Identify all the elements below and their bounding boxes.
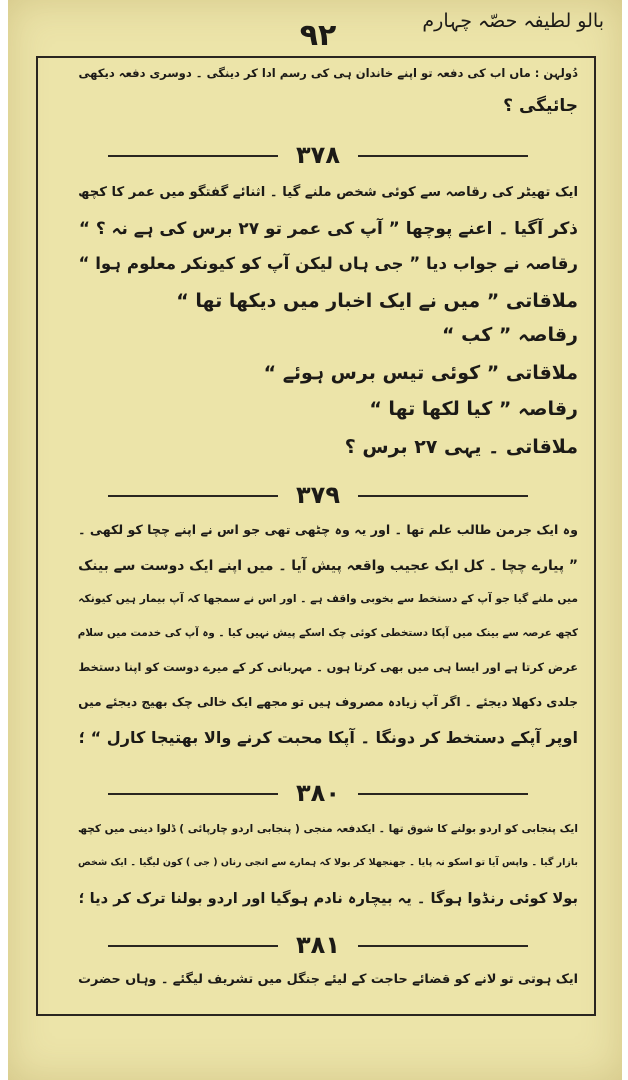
text-line: ایک پنجابی کو اردو بولنے کا شوق تھا ۔ ایکدفعہ منجی ( پنجابی اردو چارپائی ) ڈلوا دینی میں کچھ [77,823,578,835]
text-line: بولا کوئی رنڈوا ہوگا ۔ یہ بیچارہ نادم ہوگیا اور اردو بولنا ترک کر دیا ؛ [78,890,578,907]
anecdote-number: ۳۷۸ [296,141,340,169]
anecdote-separator [68,480,568,510]
text-line: رقاصہ ” کب “ [442,324,578,346]
text-line: بازار گیا ۔ واپس آیا تو اسکو نہ پایا ۔ جھنجھلا کر بولا کہ ہمارے سے انجی رناں ( جی ) کون لیگیا ۔ ایک شخص [78,857,578,868]
text-line: ذکر آگیا ۔ اعنے پوچھا ” آپ کی عمر تو ۲۷ برس کی ہے نہ ؟ “ [78,218,578,238]
text-line: کچھ عرصہ سے بینک میں آپکا دستخطی کوئی چک اسکے پیش نہیں کیا ۔ وہ آپ کی خدمت میں سلام [77,627,578,639]
text-line: ملاقاتی ۔ یہی ۲۷ برس ؟ [344,436,578,458]
text-line: میں ملنے گیا جو آپ کے دستخط سے بخوبی واقف ہے ۔ اور اس نے سمجھا کہ آپ بیمار ہیں کیونکہ [78,592,578,605]
text-line: جائیگی ؟ [503,96,578,116]
text-line: ایک تھیٹر کی رقاصہ سے کوئی شخص ملنے گیا ۔ اثنائے گفتگو میں عمر کا کچھ [78,185,578,200]
anecdote-separator [68,140,568,170]
text-line: وہ ایک جرمن طالب علم تھا ۔ اور یہ وہ چٹھی تھی جو اس نے اپنے چچا کو لکھی ۔ [78,522,578,537]
text-line: ” پیارے چچا ۔ کل ایک عجیب واقعہ پیش آیا ۔ میں اپنے ایک دوست سے بینک [78,558,578,574]
running-head: بالو لطیفہ حصّہ چہارم [422,10,604,32]
text-line: جلدی دکھلا دیجئے ۔ اگر آپ زیادہ مصروف ہیں تو مجھے ایک خالی چک بھیج دیجئے میں [78,695,578,709]
text-line: رقاصہ ” کیا لکھا تھا “ [369,398,578,420]
anecdote-number: ۳۸۰ [296,779,340,807]
text-line: اوپر آپکے دستخط کر دونگا ۔ آپکا محبت کرنے والا بھتیجا کارل “ ؛ [78,728,578,747]
text-line: عرض کرتا ہے اور ایسا ہی میں بھی کرتا ہوں ۔ مہربانی کر کے میرے دوست کو اپنا دستخط [78,660,578,674]
text-line: ایک ہوتی تو لانے کو قضائے حاجت کے لیئے جنگل میں تشریف لیگئے ۔ وہاں حضرت [78,972,578,987]
anecdote-separator [68,930,568,960]
anecdote-separator [68,778,568,808]
text-line: ملاقاتی ” کوئی تیس برس ہوئے “ [263,362,578,384]
anecdote-number: ۳۸۱ [296,931,340,959]
text-line: ملاقاتی ” میں نے ایک اخبار میں دیکھا تھا “ [176,290,578,312]
anecdote-number: ۳۷۹ [296,481,340,509]
text-line: رقاصہ نے جواب دیا ” جی ہاں لیکن آپ کو کیونکر معلوم ہوا “ [78,254,578,273]
book-page [8,0,622,1080]
page-number: ۹۲ [299,18,337,53]
text-line: دُولہن : ماں اب کی دفعہ تو اپنے خاندان ہی کی رسم ادا کر دینگی ۔ دوسری دفعہ دیکھی [78,66,578,80]
